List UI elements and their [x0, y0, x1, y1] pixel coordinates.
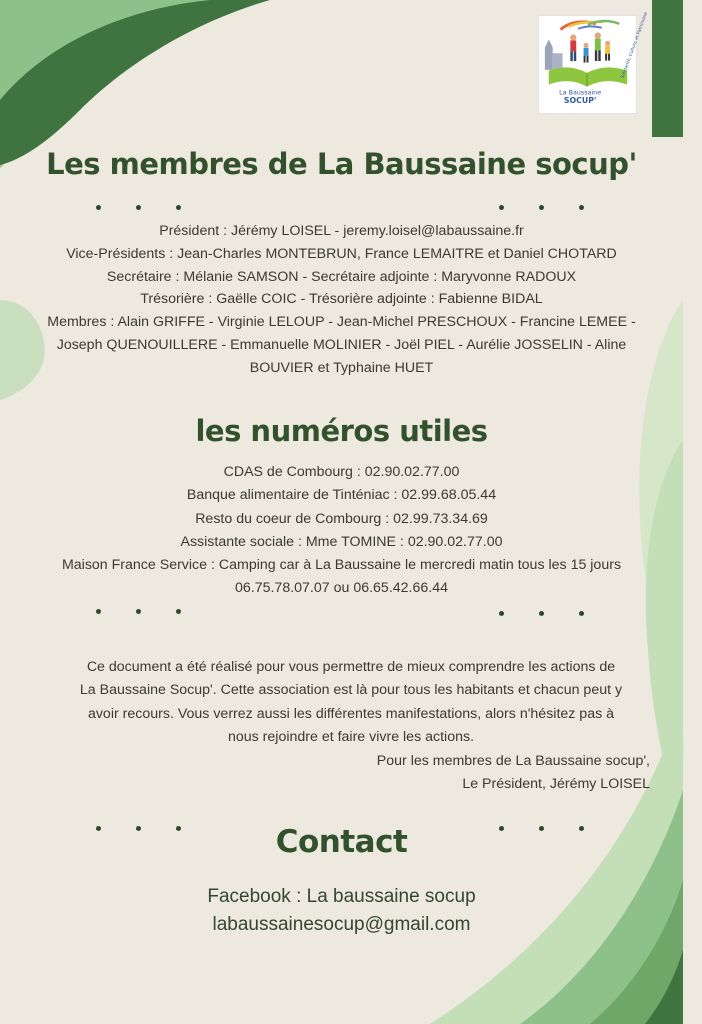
- numbers-line: CDAS de Combourg : 02.90.02.77.00: [223, 464, 460, 480]
- signature-line-2: Le Président, Jérémy LOISEL: [462, 776, 650, 792]
- numbers-line: Assistante sociale : Mme TOMINE : 02.90.02.77.00: [180, 533, 503, 550]
- members-line: Trésorière : Gaëlle COIC - Trésorière adjointe : Fabienne BIDAL: [140, 291, 543, 308]
- email-link[interactable]: labaussainesocup@gmail.com: [212, 914, 471, 935]
- numbers-title: les numéros utiles: [195, 414, 488, 448]
- message-line: La Baussaine Socup'. Cette association est là pour tous les habitants et chacun peut y: [79, 682, 623, 699]
- message-line: Ce document a été réalisé pour vous permettre de mieux comprendre les actions de: [86, 659, 616, 675]
- members-list: [0, 220, 683, 380]
- members-line: Joseph QUENOUILLERE - Emmanuelle MOLINIER - Joël PIEL - Aurélie JOSSELIN - Aline: [56, 336, 627, 353]
- dots-decoration: [96, 202, 196, 212]
- facebook-contact[interactable]: Facebook : La baussaine socup: [207, 886, 476, 907]
- dots-decoration: [499, 608, 599, 618]
- numbers-line: 06.75.78.07.07 ou 06.65.42.66.44: [234, 580, 448, 597]
- signature-line-1: Pour les membres de La Baussaine socup',: [376, 753, 650, 769]
- logo-line2: SOCUP': [563, 96, 597, 106]
- members-line: Vice-Présidents : Jean-Charles MONTEBRUN, France LEMAITRE et Daniel CHOTARD: [66, 245, 617, 262]
- message-paragraph: [0, 656, 702, 750]
- contact-title: Contact: [275, 824, 408, 860]
- message-line: nous rejoindre et faire vivre les actions.: [227, 729, 475, 746]
- logo-line1: La Baussaine: [559, 89, 602, 97]
- numbers-list: [0, 461, 683, 601]
- members-title: Les membres de La Baussaine socup': [46, 147, 637, 181]
- logo-tagline: Solidarité, Culture et Patrimoine: [620, 11, 650, 80]
- dots-decoration: [499, 202, 599, 212]
- members-line: Secrétaire : Mélanie SAMSON - Secrétaire adjointe : Maryvonne RADOUX: [106, 268, 577, 285]
- numbers-line: Resto du coeur de Combourg : 02.99.73.34.69: [195, 510, 488, 527]
- members-line: Président : Jérémy LOISEL - jeremy.loisel@labaussaine.fr: [159, 223, 524, 239]
- members-line: Membres : Alain GRIFFE - Virginie LELOUP - Jean-Michel PRESCHOUX - Francine LEMEE -: [47, 314, 636, 331]
- dots-decoration: [96, 606, 196, 616]
- logo-illustration: [539, 11, 650, 113]
- members-line: BOUVIER et Typhaine HUET: [249, 359, 434, 376]
- association-logo: [538, 11, 650, 114]
- numbers-line: Banque alimentaire de Tinténiac : 02.99.68.05.44: [186, 487, 497, 504]
- numbers-line: Maison France Service : Camping car à La Baussaine le mercredi matin tous les 15 jours: [61, 557, 622, 574]
- message-line: avoir recours. Vous verrez aussi les différentes manifestations, alors n'hésitez pas à: [87, 705, 615, 722]
